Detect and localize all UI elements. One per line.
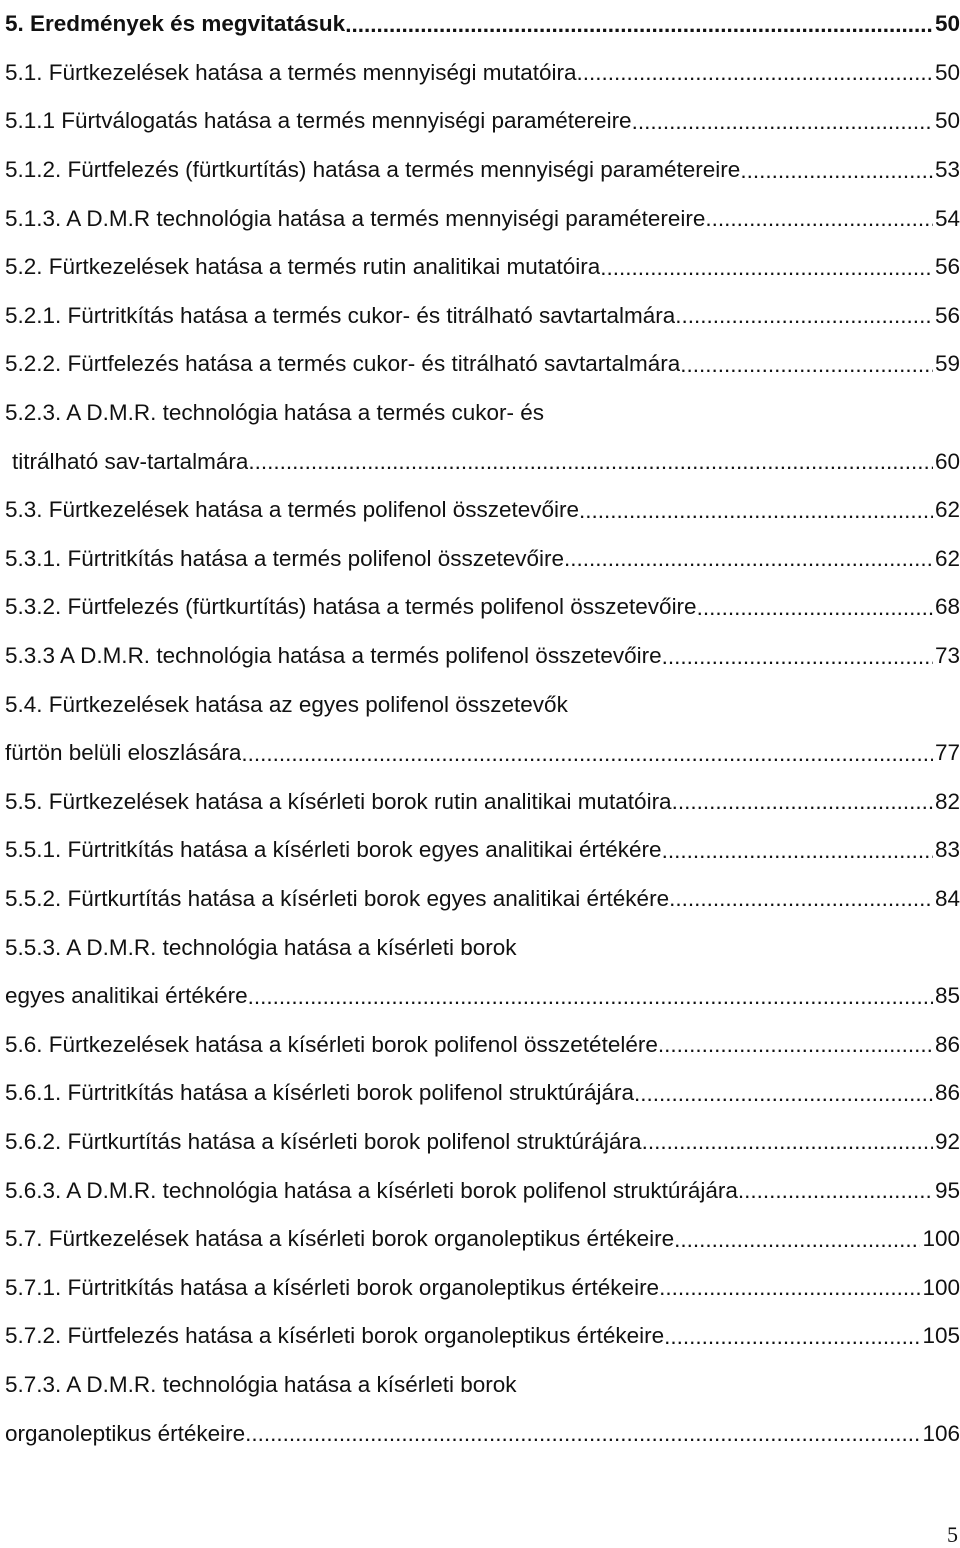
toc-entry (5, 923, 960, 972)
toc-entry-page: 82 (934, 788, 960, 814)
toc-entry-page: 83 (934, 837, 960, 863)
toc-dot-leader (634, 1080, 933, 1107)
toc-entry-title: 5.3.1. Fürtritkítás hatása a termés polifenol összetevőire (5, 545, 565, 571)
toc-entry-title: 5.5.2. Fürtkurtítás hatása a kísérleti borok egyes analitikai értékére (5, 885, 670, 911)
toc-entry-page: 68 (934, 594, 960, 620)
toc-entry-title: 5.7.3. A D.M.R. technológia hatása a kísérleti borok (5, 1371, 517, 1397)
toc-entry (5, 1118, 960, 1167)
toc-entry (5, 875, 960, 924)
toc-entry-page: 62 (934, 497, 960, 523)
page-number: 5 (947, 1522, 958, 1547)
toc-dot-leader (664, 1323, 920, 1350)
toc-entry (5, 437, 960, 486)
toc-entry (5, 292, 960, 341)
toc-dot-leader (680, 351, 933, 378)
toc-dot-leader (662, 837, 933, 864)
toc-dot-leader (600, 254, 933, 281)
toc-entry-page: 92 (934, 1128, 960, 1154)
toc-entry-title: 5.7.2. Fürtfelezés hatása a kísérleti borok organoleptikus értékeire (5, 1323, 665, 1349)
toc-entry-page: 106 (922, 1420, 960, 1446)
toc-entry-title: 5.5. Fürtkezelések hatása a kísérleti borok rutin analitikai mutatóira (5, 788, 672, 814)
toc-entry-title: 5.7.1. Fürtritkítás hatása a kísérleti borok organoleptikus értékeire (5, 1274, 660, 1300)
toc-entry-title: 5.1.1 Fürtválogatás hatása a termés mennyiségi paramétereire (5, 108, 632, 134)
toc-dot-leader (241, 740, 933, 767)
toc-entry (5, 972, 960, 1021)
toc-entry-page: 54 (934, 205, 960, 231)
toc-dot-leader (672, 788, 933, 815)
toc-entry-title: 5.4. Fürtkezelések hatása az egyes polifenol összetevők (5, 691, 568, 717)
toc-entry-title: organoleptikus értékeire (5, 1420, 246, 1446)
toc-dot-leader (662, 643, 933, 670)
toc-entry-title: fürtön belüli eloszlására (5, 740, 242, 766)
toc-entry (5, 0, 960, 49)
toc-entry (5, 1263, 960, 1312)
toc-entry (5, 486, 960, 535)
toc-entry-title: 5.6.1. Fürtritkítás hatása a kísérleti borok polifenol struktúrájára (5, 1080, 635, 1106)
toc-entry (5, 1361, 960, 1410)
toc-entry-title: 5.6. Fürtkezelések hatása a kísérleti borok polifenol összetételére (5, 1031, 658, 1057)
toc-entry (5, 389, 960, 438)
toc-dot-leader (642, 1128, 933, 1155)
toc-entry-title: 5.2.3. A D.M.R. technológia hatása a termés cukor- és (5, 400, 545, 426)
toc-entry-page: 50 (934, 11, 960, 37)
toc-dot-leader (675, 302, 933, 329)
toc-entry-page: 85 (934, 983, 960, 1009)
toc-entry-page: 105 (922, 1323, 960, 1349)
toc-entry-title: 5.6.3. A D.M.R. technológia hatása a kísérleti borok polifenol struktúrájára (5, 1177, 738, 1203)
toc-entry-title: 5.6.2. Fürtkurtítás hatása a kísérleti borok polifenol struktúrájára (5, 1128, 642, 1154)
toc-entry (5, 826, 960, 875)
toc-dot-leader (669, 885, 933, 912)
toc-dot-leader (577, 59, 933, 86)
toc-entry (5, 1069, 960, 1118)
toc-entry (5, 49, 960, 98)
toc-dot-leader (740, 157, 933, 184)
toc-entry (5, 243, 960, 292)
toc-dot-leader (738, 1177, 933, 1204)
toc-dot-leader (705, 205, 933, 232)
toc-entry (5, 680, 960, 729)
toc-entry (5, 1020, 960, 1069)
toc-dot-leader (248, 983, 933, 1010)
toc-entry-page: 95 (934, 1177, 960, 1203)
toc-entry-title: 5.2. Fürtkezelések hatása a termés rutin analitikai mutatóira (5, 254, 601, 280)
toc-entry (5, 1166, 960, 1215)
toc-entry-page: 100 (922, 1226, 960, 1252)
toc-entry-page: 100 (922, 1274, 960, 1300)
toc-entry-title: 5.1.3. A D.M.R technológia hatása a termés mennyiségi paramétereire (5, 205, 706, 231)
toc-entry-title: 5.5.3. A D.M.R. technológia hatása a kísérleti borok (5, 934, 517, 960)
toc-entry-title: 5.3. Fürtkezelések hatása a termés polifenol összetevőire (5, 497, 580, 523)
toc-entry (5, 729, 960, 778)
toc-entry (5, 146, 960, 195)
toc-entry-title: titrálható sav-tartalmára (12, 448, 249, 474)
toc-dot-leader (674, 1226, 920, 1253)
toc-entry-page: 60 (934, 448, 960, 474)
toc-entry (5, 1215, 960, 1264)
toc-entry-page: 73 (934, 643, 960, 669)
toc-entry-page: 62 (934, 545, 960, 571)
toc-dot-leader (658, 1031, 933, 1058)
toc-entry (5, 1409, 960, 1458)
toc-entry-page: 86 (934, 1080, 960, 1106)
toc-entry-page: 77 (934, 740, 960, 766)
toc-entry-title: 5.1. Fürtkezelések hatása a termés mennyiségi mutatóira (5, 59, 577, 85)
toc-entry (5, 340, 960, 389)
toc-entry-title: egyes analitikai értékére (5, 983, 248, 1009)
toc-dot-leader (632, 108, 933, 135)
toc-dot-leader (345, 11, 933, 38)
toc-dot-leader (245, 1420, 920, 1447)
toc-dot-leader (579, 497, 933, 524)
toc-entry (5, 1312, 960, 1361)
toc-entry-page: 86 (934, 1031, 960, 1057)
toc-entry-title: 5.3.3 A D.M.R. technológia hatása a termés polifenol összetevőire (5, 643, 662, 669)
toc-entry (5, 583, 960, 632)
toc-entry (5, 535, 960, 584)
toc-dot-leader (248, 448, 933, 475)
toc-entry-title: 5.2.2. Fürtfelezés hatása a termés cukor- és titrálható savtartalmára (5, 351, 681, 377)
toc-entry-page: 84 (934, 885, 960, 911)
toc-entry-title: 5.7. Fürtkezelések hatása a kísérleti borok organoleptikus értékeire (5, 1226, 675, 1252)
toc-entry (5, 97, 960, 146)
toc-entry-page: 53 (934, 157, 960, 183)
toc-entry-page: 56 (934, 254, 960, 280)
table-of-contents (5, 0, 960, 1458)
toc-dot-leader (659, 1274, 920, 1301)
toc-entry-title: 5.5.1. Fürtritkítás hatása a kísérleti borok egyes analitikai értékére (5, 837, 662, 863)
toc-entry (5, 778, 960, 827)
toc-entry-title: 5. Eredmények és megvitatásuk (5, 11, 346, 37)
toc-entry-title: 5.3.2. Fürtfelezés (fürtkurtítás) hatása a termés polifenol összetevőire (5, 594, 697, 620)
toc-entry-page: 50 (934, 108, 960, 134)
toc-entry (5, 194, 960, 243)
toc-dot-leader (564, 545, 933, 572)
toc-entry-page: 59 (934, 351, 960, 377)
toc-entry-page: 56 (934, 302, 960, 328)
toc-dot-leader (697, 594, 933, 621)
toc-entry-title: 5.1.2. Fürtfelezés (fürtkurtítás) hatása a termés mennyiségi paramétereire (5, 157, 741, 183)
toc-entry-page: 50 (934, 59, 960, 85)
toc-entry-title: 5.2.1. Fürtritkítás hatása a termés cukor- és titrálható savtartalmára (5, 302, 676, 328)
toc-entry (5, 632, 960, 681)
